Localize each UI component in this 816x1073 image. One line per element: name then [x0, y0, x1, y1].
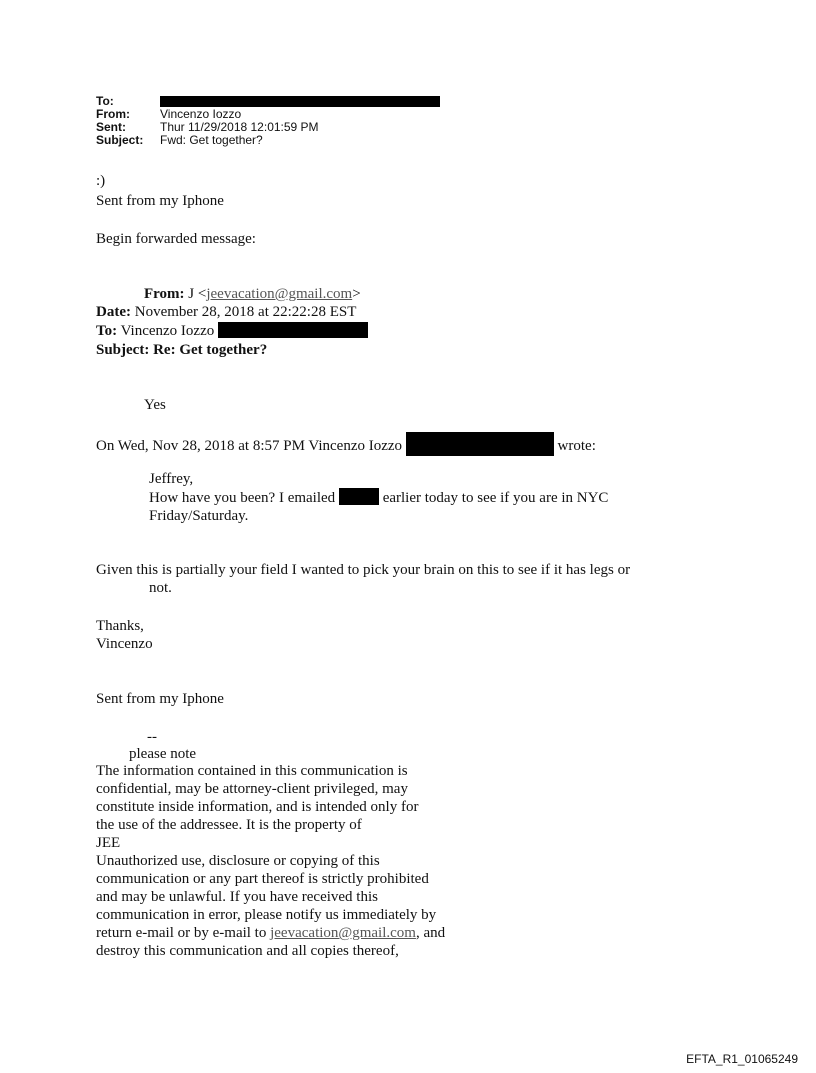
quote-attribution-text: On Wed, Nov 28, 2018 at 8:57 PM Vincenzo Iozzo [96, 438, 403, 454]
forwarded-subject-line: Subject: Re: Get together? [96, 342, 268, 358]
forwarded-date-value: November 28, 2018 at 22:22:28 EST [134, 304, 357, 320]
forwarded-to-line [96, 322, 368, 340]
sent-row [96, 121, 440, 134]
forwarded-to-label: To: [96, 323, 118, 339]
disclaimer-line: confidential, may be attorney-client privileged, may [96, 781, 408, 797]
disclaimer-line: destroy this communication and all copies thereof, [96, 943, 399, 959]
to-label: To: [96, 94, 114, 108]
disclaimer-email-link[interactable]: jeevacation@gmail.com [270, 925, 416, 941]
document-id: EFTA_R1_01065249 [686, 1052, 798, 1066]
forwarded-from-label: From: [144, 286, 185, 302]
from-value: Vincenzo Iozzo [160, 107, 242, 121]
redaction-bar [339, 488, 379, 505]
quote-attribution-wrote: wrote: [557, 438, 596, 454]
disclaimer-line: constitute inside information, and is intended only for [96, 799, 419, 815]
disclaimer-return-line [96, 924, 496, 942]
disclaimer-return-prefix: return e-mail or by e-mail to [96, 925, 271, 941]
redaction-bar [218, 322, 368, 338]
email-header [96, 95, 440, 147]
forwarded-from-name: J < [188, 286, 207, 302]
disclaimer-line: JEE [96, 835, 121, 851]
quoted-sent-from: Sent from my Iphone [96, 691, 224, 707]
quoted-given-2: not. [149, 580, 172, 596]
subject-value: Fwd: Get together? [160, 133, 263, 147]
quoted-given-1: Given this is partially your field I wanted to pick your brain on this to see if it has legs or [96, 562, 631, 578]
forwarded-date-label: Date: [96, 304, 131, 320]
disclaimer-dashes: -- [147, 729, 157, 745]
forwarded-from-email-link[interactable]: jeevacation@gmail.com [206, 286, 353, 302]
forwarded-from-line [144, 285, 361, 303]
quoted-line-1 [149, 488, 608, 507]
disclaimer-line: Unauthorized use, disclosure or copying of this [96, 853, 380, 869]
forwarded-date-line [96, 303, 356, 321]
quoted-line-2: Friday/Saturday. [149, 508, 249, 524]
quoted-thanks: Thanks, [96, 618, 144, 634]
sent-from-text: Sent from my Iphone [96, 193, 224, 209]
disclaimer-line: communication in error, please notify us immediately by [96, 907, 437, 923]
disclaimer-block [96, 762, 496, 960]
subject-row [96, 134, 440, 147]
disclaimer-line: the use of the addressee. It is the property of [96, 817, 362, 833]
forwarded-from-close: > [352, 286, 361, 302]
disclaimer-please-note: please note [129, 746, 197, 762]
disclaimer-line: communication or any part thereof is strictly prohibited [96, 871, 429, 887]
quote-attribution-line [96, 432, 596, 456]
smiley-text: :) [96, 173, 106, 189]
sent-value: Thur 11/29/2018 12:01:59 PM [160, 120, 319, 134]
begin-forwarded-text: Begin forwarded message: [96, 231, 256, 247]
forwarded-to-value: Vincenzo Iozzo [120, 323, 215, 339]
disclaimer-return-suffix: , and [415, 925, 446, 941]
quoted-line-1-b: earlier today to see if you are in NYC [382, 490, 609, 506]
quoted-greeting: Jeffrey, [149, 471, 194, 487]
disclaimer-line: and may be unlawful. If you have received this [96, 889, 378, 905]
disclaimer-line: The information contained in this communication is [96, 763, 408, 779]
quoted-signature: Vincenzo [96, 636, 153, 652]
to-row [96, 95, 440, 108]
sent-label: Sent: [96, 120, 126, 134]
from-label: From: [96, 107, 130, 121]
subject-label: Subject: [96, 133, 144, 147]
reply-yes-text: Yes [144, 397, 166, 413]
quoted-line-1-a: How have you been? I emailed [149, 490, 336, 506]
redaction-bar [160, 96, 440, 107]
redaction-bar [406, 432, 554, 456]
